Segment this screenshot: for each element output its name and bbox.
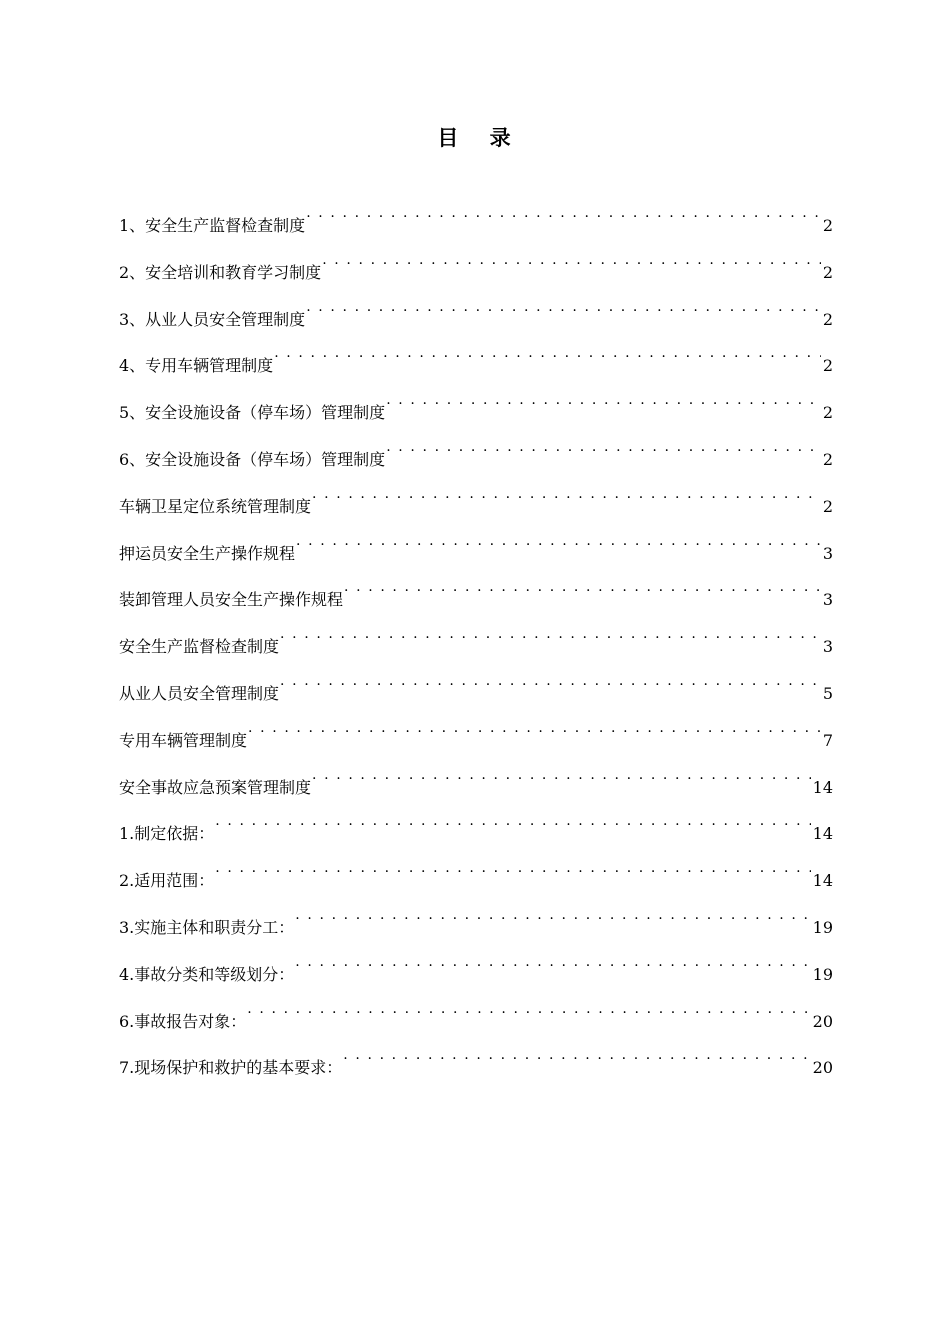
toc-dot-leader (386, 398, 821, 418)
toc-entry-text: 4.事故分类和等级划分： (119, 964, 295, 984)
toc-entry[interactable] (119, 351, 833, 398)
toc-dot-leader (306, 211, 821, 231)
toc-dot-leader (247, 1007, 810, 1027)
toc-entry-text: 2、安全培训和教育学习制度 (119, 262, 322, 282)
toc-entry-text: 5、安全设施设备（停车场）管理制度 (119, 403, 386, 423)
toc-entry-page: 2 (822, 449, 833, 469)
toc-entry-page: 2 (822, 403, 833, 423)
toc-entry-text: 1.制定依据： (119, 824, 215, 844)
toc-list (119, 211, 833, 1100)
toc-entry-page: 2 (822, 496, 833, 516)
toc-entry-page: 3 (822, 543, 833, 563)
toc-entry-page: 2 (822, 309, 833, 329)
toc-dot-leader (312, 773, 811, 793)
toc-entry-text: 3.实施主体和职责分工： (119, 917, 295, 937)
toc-entry-page: 3 (822, 637, 833, 657)
toc-entry-page: 2 (822, 356, 833, 376)
toc-dot-leader (306, 305, 821, 325)
toc-entry-page: 7 (822, 730, 833, 750)
toc-entry[interactable] (119, 585, 833, 632)
toc-entry-page: 19 (812, 964, 833, 984)
toc-entry-text: 从业人员安全管理制度 (119, 683, 280, 703)
toc-dot-leader (312, 492, 821, 512)
toc-entry[interactable] (119, 1053, 833, 1100)
toc-dot-leader (248, 726, 821, 746)
toc-dot-leader (215, 819, 810, 839)
toc-dot-leader (280, 679, 821, 699)
toc-entry[interactable] (119, 773, 833, 820)
toc-entry-page: 20 (812, 1058, 833, 1078)
toc-entry[interactable] (119, 398, 833, 445)
toc-entry[interactable] (119, 445, 833, 492)
toc-entry-text: 专用车辆管理制度 (119, 730, 248, 750)
toc-entry-page: 14 (812, 824, 833, 844)
toc-entry[interactable] (119, 258, 833, 305)
toc-entry[interactable] (119, 960, 833, 1007)
toc-entry-text: 2.适用范围： (119, 871, 215, 891)
toc-entry-page: 2 (822, 216, 833, 235)
toc-entry-text: 1、安全生产监督检查制度 (119, 216, 306, 235)
toc-entry-page: 5 (822, 683, 833, 703)
toc-dot-leader (386, 445, 821, 465)
toc-entry[interactable] (119, 539, 833, 586)
toc-dot-leader (295, 913, 810, 933)
toc-entry-text: 4、专用车辆管理制度 (119, 356, 274, 376)
toc-entry-page: 14 (812, 871, 833, 891)
toc-entry[interactable] (119, 305, 833, 352)
toc-entry[interactable] (119, 679, 833, 726)
toc-entry-page: 19 (812, 917, 833, 937)
toc-entry-text: 3、从业人员安全管理制度 (119, 309, 306, 329)
toc-entry-page: 14 (812, 777, 833, 797)
toc-dot-leader (295, 960, 810, 980)
toc-dot-leader (215, 866, 810, 886)
toc-entry-text: 装卸管理人员安全生产操作规程 (119, 590, 344, 610)
toc-entry[interactable] (119, 913, 833, 960)
toc-entry-text: 6.事故报告对象： (119, 1011, 247, 1031)
toc-dot-leader (344, 585, 821, 605)
toc-entry-page: 2 (822, 262, 833, 282)
toc-entry[interactable] (119, 866, 833, 913)
toc-entry[interactable] (119, 632, 833, 679)
toc-entry[interactable] (119, 1007, 833, 1054)
toc-entry[interactable] (119, 726, 833, 773)
toc-dot-leader (343, 1053, 810, 1073)
toc-dot-leader (322, 258, 821, 278)
toc-dot-leader (274, 351, 821, 371)
toc-entry[interactable] (119, 211, 833, 258)
toc-entry-text: 安全事故应急预案管理制度 (119, 777, 312, 797)
toc-entry[interactable] (119, 492, 833, 539)
toc-entry-text: 7.现场保护和救护的基本要求： (119, 1058, 343, 1078)
toc-entry-text: 6、安全设施设备（停车场）管理制度 (119, 449, 386, 469)
toc-title: 目 录 (437, 125, 523, 150)
toc-entry[interactable] (119, 819, 833, 866)
toc-dot-leader (296, 539, 821, 559)
toc-entry-page: 20 (812, 1011, 833, 1031)
toc-entry-text: 车辆卫星定位系统管理制度 (119, 496, 312, 516)
toc-entry-page: 3 (822, 590, 833, 610)
toc-dot-leader (280, 632, 821, 652)
toc-entry-text: 押运员安全生产操作规程 (119, 543, 296, 563)
toc-entry-text: 安全生产监督检查制度 (119, 637, 280, 657)
